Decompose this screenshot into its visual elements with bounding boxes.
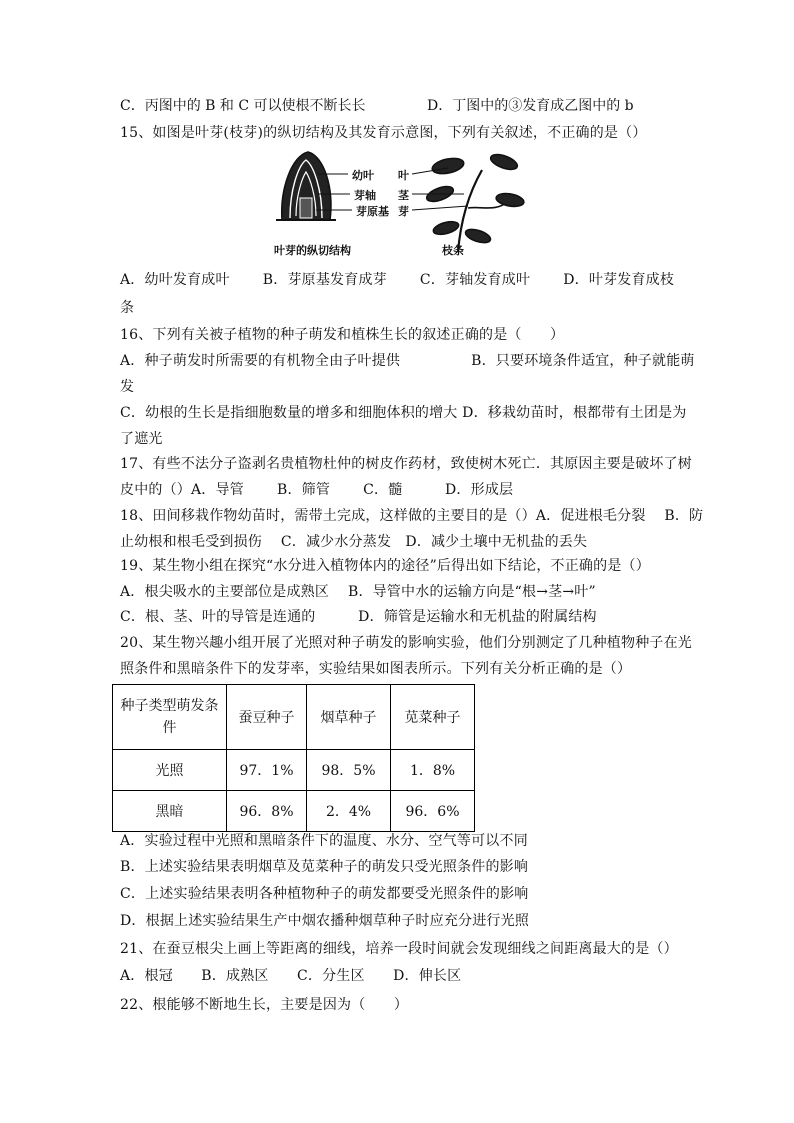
q14-option-d: D．丁图中的③发育成乙图中的 b xyxy=(427,98,634,114)
q20-option-d: D．根据上述实验结果生产中烟农播种烟草种子时应充分进行光照 xyxy=(120,913,530,929)
caption-branch: 枝条 xyxy=(442,244,464,257)
q15-options-line2: 条 xyxy=(120,300,135,316)
q14-option-c: C．丙图中的 B 和 C 可以使根不断长长 xyxy=(120,98,366,114)
cell-light-broad-bean: 97．1% xyxy=(227,750,307,791)
q18-line1: 18、田间移栽作物幼苗时，需带土完成，这样做的主要目的是（）A．促进根毛分裂 B．防 xyxy=(120,508,704,524)
branch-drawing xyxy=(425,152,525,252)
q21-stem: 21、在蚕豆根尖上画上等距离的细线，培养一段时间就会发现细线之间距离最大的是（） xyxy=(120,941,678,957)
q16-options-cd-line1: C．幼根的生长是指细胞数量的增多和细胞体积的增大 D．移栽幼苗时，根都带有土团是为 xyxy=(120,405,687,421)
q21-options: A．根冠 B．成熟区 C．分生区 D．伸长区 xyxy=(120,968,462,984)
table-corner-cell xyxy=(113,685,227,750)
caption-bud-section: 叶芽的纵切结构 xyxy=(274,244,351,257)
cell-dark-amaranth: 96．6% xyxy=(391,791,475,832)
row-label-dark: 黑暗 xyxy=(113,791,227,832)
q19-options-cd: C．根、茎、叶的导管是连通的 D．筛管是运输水和无机盐的附属结构 xyxy=(120,609,597,625)
q16-stem: 16、下列有关被子植物的种子萌发和植株生长的叙述正确的是（ ） xyxy=(120,327,565,343)
q20-option-c: C．上述实验结果表明各种植物种子的萌发都要受光照条件的影响 xyxy=(120,886,529,902)
label-stem: 茎 xyxy=(398,189,409,202)
q22-stem: 22、根能够不断地生长，主要是因为（ ） xyxy=(120,997,409,1013)
cell-light-tobacco: 98．5% xyxy=(307,750,391,791)
cell-light-amaranth: 1．8% xyxy=(391,750,475,791)
q16-options-cd-line2: 了遮光 xyxy=(120,431,163,447)
table-row xyxy=(113,750,475,791)
q16-options-ab-line2: 发 xyxy=(120,379,135,395)
q20-line2: 照条件和黑暗条件下的发芽率，实验结果如图表所示。下列有关分析正确的是（） xyxy=(120,661,632,677)
row-label-light: 光照 xyxy=(113,750,227,791)
label-bud-primordium: 芽原基 xyxy=(356,205,389,218)
leaf-bud-figure xyxy=(272,148,534,260)
q17-line1: 17、有些不法分子盗剥名贵植物杜仲的树皮作药材，致使树木死亡．其原因主要是破坏了树 xyxy=(120,456,693,472)
q18-line2: 止幼根和根毛受到损伤 C．减少水分蒸发 D．减少土壤中无机盐的丢失 xyxy=(120,534,588,550)
q19-options-ab: A．根尖吸水的主要部位是成熟区 B．导管中水的运输方向是“根→茎→叶” xyxy=(120,584,596,600)
table-header-amaranth: 苋菜种子 xyxy=(391,685,475,750)
germination-table xyxy=(112,684,475,832)
table-row xyxy=(113,791,475,832)
q20-line1: 20、某生物兴趣小组开展了光照对种子萌发的影响实验，他们分别测定了几种植物种子在光 xyxy=(120,635,693,651)
q19-stem: 19、某生物小组在探究“水分进入植物体内的途径”后得出如下结论，不正确的是（） xyxy=(120,558,650,574)
table-header-broad-bean: 蚕豆种子 xyxy=(227,685,307,750)
q16-options-ab-line1: A．种子萌发时所需要的有机物全由子叶提供 B．只要环境条件适宜，种子就能萌 xyxy=(120,353,695,369)
q20-option-b: B．上述实验结果表明烟草及苋菜种子的萌发只受光照条件的影响 xyxy=(120,859,529,875)
label-leaf: 叶 xyxy=(398,169,409,182)
cell-dark-broad-bean: 96．8% xyxy=(227,791,307,832)
label-bud-axis: 芽轴 xyxy=(354,189,376,202)
table-header-tobacco: 烟草种子 xyxy=(307,685,391,750)
table-header-row xyxy=(113,685,475,750)
q20-option-a: A．实验过程中光照和黑暗条件下的温度、水分、空气等可以不同 xyxy=(120,833,528,849)
q15-options-line1: A．幼叶发育成叶 B．芽原基发育成芽 C．芽轴发育成叶 D．叶芽发育成枝 xyxy=(120,272,675,288)
cell-dark-tobacco: 2．4% xyxy=(307,791,391,832)
label-bud: 芽 xyxy=(398,205,409,218)
q17-line2: 皮中的（）A．导管 B．筛管 C．髓 D．形成层 xyxy=(120,482,514,498)
label-young-leaf: 幼叶 xyxy=(352,169,374,182)
q15-stem: 15、如图是叶芽(枝芽)的纵切结构及其发育示意图，下列有关叙述，不正确的是（） xyxy=(120,125,647,141)
corner-text: 种子类型萌发条件 xyxy=(120,698,219,736)
